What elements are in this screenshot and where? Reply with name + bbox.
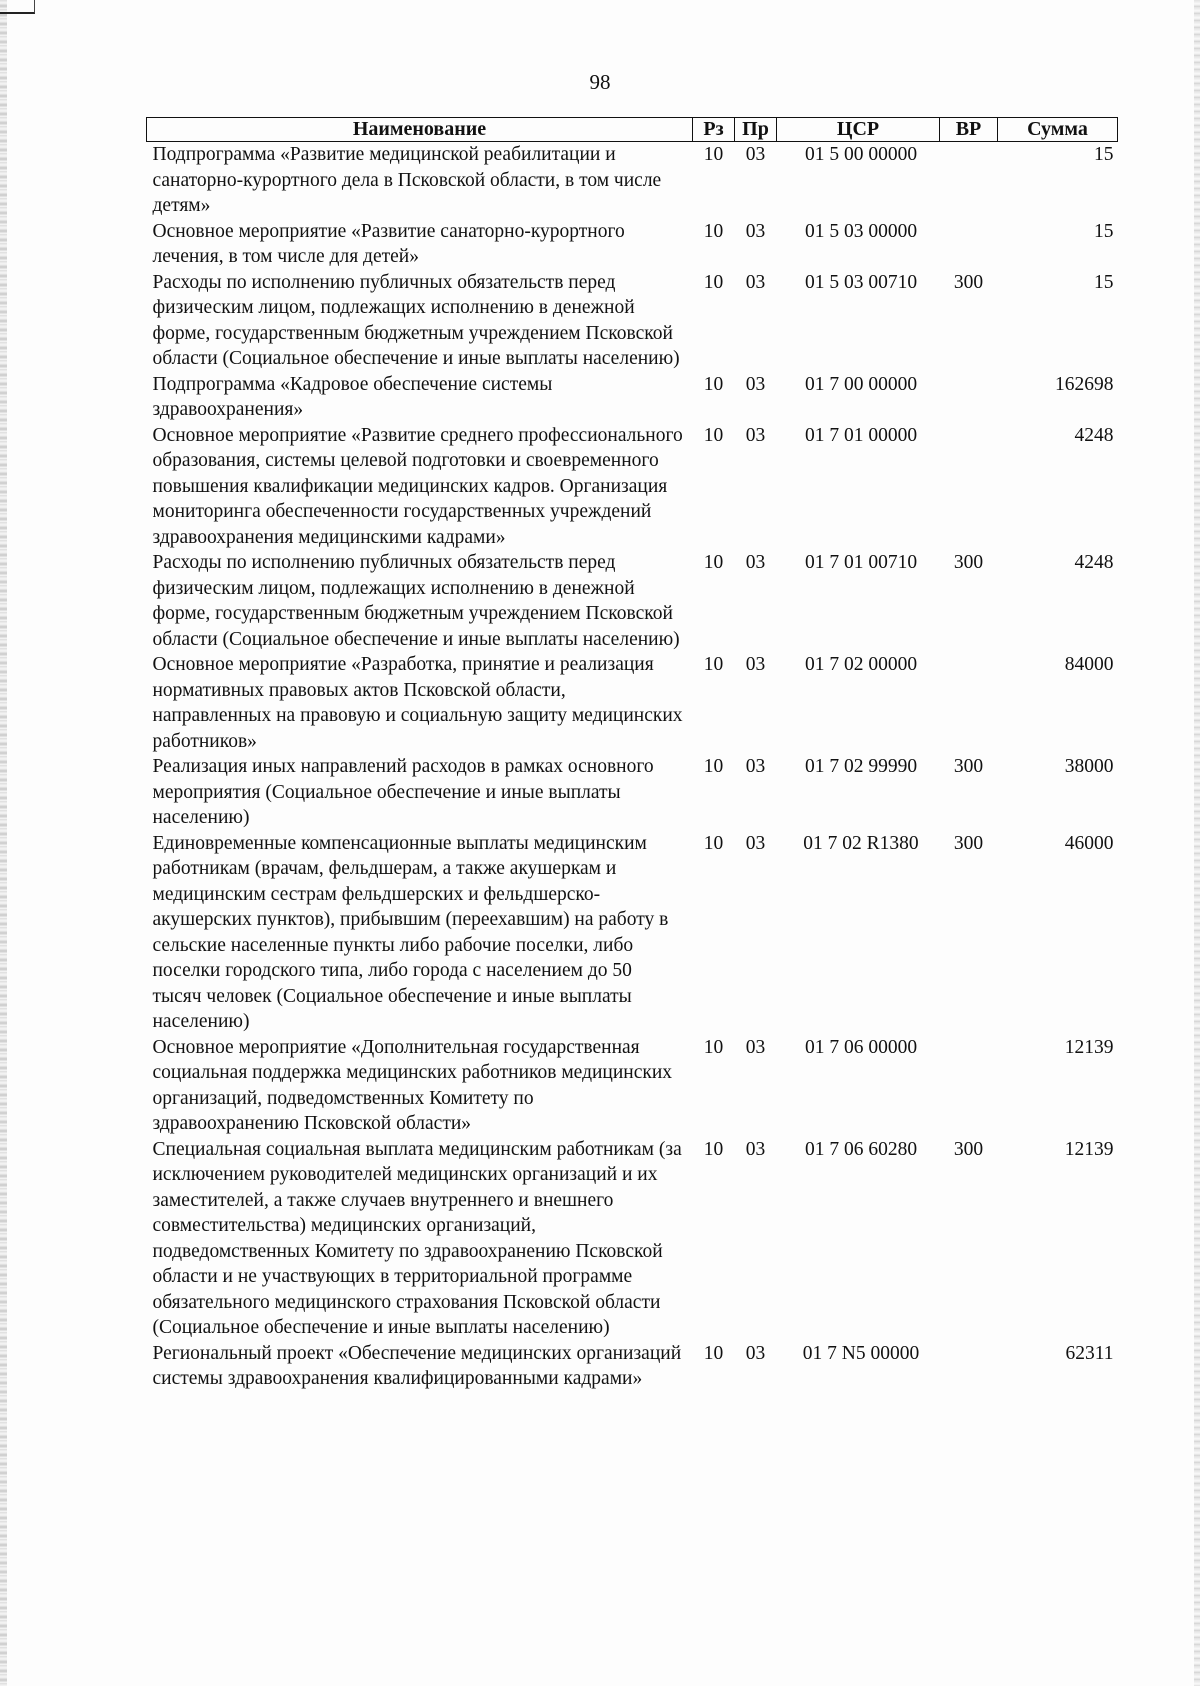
cell-sum: 4248 [1074,424,1114,446]
table-row [147,219,1118,270]
cell-rz: 10 [703,756,724,777]
cell-sum: 12139 [1064,1138,1114,1160]
cell-pr: 03 [745,1036,766,1058]
cell-rz: 10 [703,552,724,573]
cell-rz: 10 [703,373,724,395]
header-name: Наименование [147,118,693,142]
cell-vr: 300 [953,756,984,777]
corner-mark [0,0,35,14]
cell-rz: 10 [703,832,724,854]
cell-rz: 10 [703,1036,724,1058]
cell-vr [940,219,998,270]
header-vr: ВР [940,118,998,142]
cell-csr: 01 7 01 00710 [804,552,918,573]
cell-vr [940,1341,998,1392]
cell-rz: 10 [703,654,724,675]
cell-pr: 03 [745,654,766,675]
cell-name: Основное мероприятие «Разработка, принятие и реализация нормативных правовых актов Псковской области, направленных на правовую и социальную защиту медицинских работников» [152,654,683,752]
cell-name: Специальная социальная выплата медицинским работникам (за исключением руководителей медицинских организаций и их заместителей, а также случаев внутреннего и внешнего совместительства) медицинских организаций, подведомственных Комитету по здравоохранению Псковской области и не участвующих в территориальной программе обязательного медицинского страхования Псковской области (Социальное обеспечение и иные выплаты населению) [152,1138,682,1338]
cell-rz: 10 [703,1342,724,1364]
table-row [147,754,1118,831]
cell-rz: 10 [703,220,724,242]
page-number: 98 [589,70,611,94]
cell-pr: 03 [745,1342,766,1364]
cell-name: Расходы по исполнению публичных обязательств перед физическим лицом, подлежащих исполнению в денежной форме, государственным бюджетным учреждением Псковской области (Социальное обеспечение и иные выплаты населению) [152,271,680,369]
table-row [147,1341,1118,1392]
cell-name: Расходы по исполнению публичных обязательств перед физическим лицом, подлежащих исполнению в денежной форме, государственным бюджетным учреждением Псковской области (Социальное обеспечение и иные выплаты населению) [152,552,680,650]
cell-sum: 46000 [1064,832,1114,854]
cell-name: Основное мероприятие «Развитие санаторно-курортного лечения, в том числе для детей» [152,220,625,267]
cell-pr: 03 [745,373,766,395]
header-rz: Рз [693,118,735,142]
table-row [147,652,1118,754]
cell-name: Реализация иных направлений расходов в рамках основного мероприятия (Социальное обеспечение и иные выплаты населению) [152,756,654,828]
cell-name: Подпрограмма «Кадровое обеспечение системы здравоохранения» [152,373,553,420]
cell-pr: 03 [745,552,766,573]
header-csr: ЦСР [777,118,940,142]
header-pr: Пр [735,118,777,142]
cell-vr [940,1035,998,1137]
cell-csr: 01 5 03 00710 [804,271,918,293]
cell-sum: 62311 [1065,1342,1114,1364]
cell-name: Основное мероприятие «Развитие среднего профессионального образования, системы целевой подготовки и своевременного повышения квалификации медицинских кадров. Организация мониторинга обеспеченности государственных учреждений здравоохранения медицинскими кадрами» [152,424,683,548]
cell-sum: 38000 [1064,756,1114,777]
cell-pr: 03 [745,424,766,446]
cell-pr: 03 [745,756,766,777]
cell-pr: 03 [745,271,766,293]
cell-pr: 03 [745,832,766,854]
cell-name: Подпрограмма «Развитие медицинской реабилитации и санаторно-курортного дела в Псковской области, в том числе детям» [152,144,662,216]
cell-sum: 84000 [1064,654,1114,675]
cell-sum: 162698 [1055,373,1114,395]
cell-rz: 10 [703,271,724,293]
cell-csr: 01 7 02 00000 [804,654,918,675]
table-body [147,142,1118,1392]
cell-rz: 10 [703,144,724,165]
cell-sum: 15 [1094,144,1114,165]
cell-vr: 300 [953,832,984,854]
cell-pr: 03 [745,144,766,165]
cell-vr: 300 [953,1138,984,1160]
cell-pr: 03 [745,1138,766,1160]
table-row [147,270,1118,372]
table-row [147,1137,1118,1341]
cell-pr: 03 [745,220,766,242]
table-row [147,550,1118,652]
table-row [147,142,1118,219]
cell-sum: 12139 [1064,1036,1114,1058]
scan-edge-left [0,0,7,1686]
cell-vr [940,142,998,219]
cell-sum: 15 [1094,271,1114,293]
cell-csr: 01 7 01 00000 [804,424,918,446]
cell-name: Основное мероприятие «Дополнительная государственная социальная поддержка медицинских работников медицинских организаций, подведомственных Комитету по здравоохранению Псковской области» [152,1036,673,1134]
cell-vr: 300 [953,271,984,293]
cell-name: Региональный проект «Обеспечение медицинских организаций системы здравоохранения квалифицированными кадрами» [152,1342,682,1389]
cell-vr [940,372,998,423]
cell-vr: 300 [953,552,984,573]
cell-sum: 4248 [1074,552,1114,573]
header-sum: Сумма [998,118,1118,142]
cell-csr: 01 7 06 00000 [804,1036,918,1058]
table-row [147,372,1118,423]
cell-csr: 01 5 00 00000 [804,144,918,165]
budget-table [146,117,1118,1392]
cell-csr: 01 5 03 00000 [804,220,918,242]
cell-csr: 01 7 02 99990 [804,756,918,777]
cell-csr: 01 7 00 00000 [804,373,918,395]
scan-edge-right [1194,0,1200,1686]
cell-csr: 01 7 02 R1380 [803,832,919,854]
cell-csr: 01 7 06 60280 [804,1138,918,1160]
cell-rz: 10 [703,1138,724,1160]
cell-name: Единовременные компенсационные выплаты медицинским работникам (врачам, фельдшерам, а также акушеркам и медицинским сестрам фельдшерских и фельдшерско-акушерских пунктов), прибывшим (переехавшим) на работу в сельские населенные пункты либо рабочие поселки, либо поселки городского типа, либо города с населением до 50 тысяч человек (Социальное обеспечение и иные выплаты населению) [152,832,669,1032]
table-row [147,423,1118,551]
cell-rz: 10 [703,424,724,446]
table-header [147,118,1118,142]
cell-vr [940,652,998,754]
table-row [147,1035,1118,1137]
cell-vr [940,423,998,551]
cell-sum: 15 [1094,220,1114,242]
table-row [147,831,1118,1035]
cell-csr: 01 7 N5 00000 [802,1342,920,1364]
